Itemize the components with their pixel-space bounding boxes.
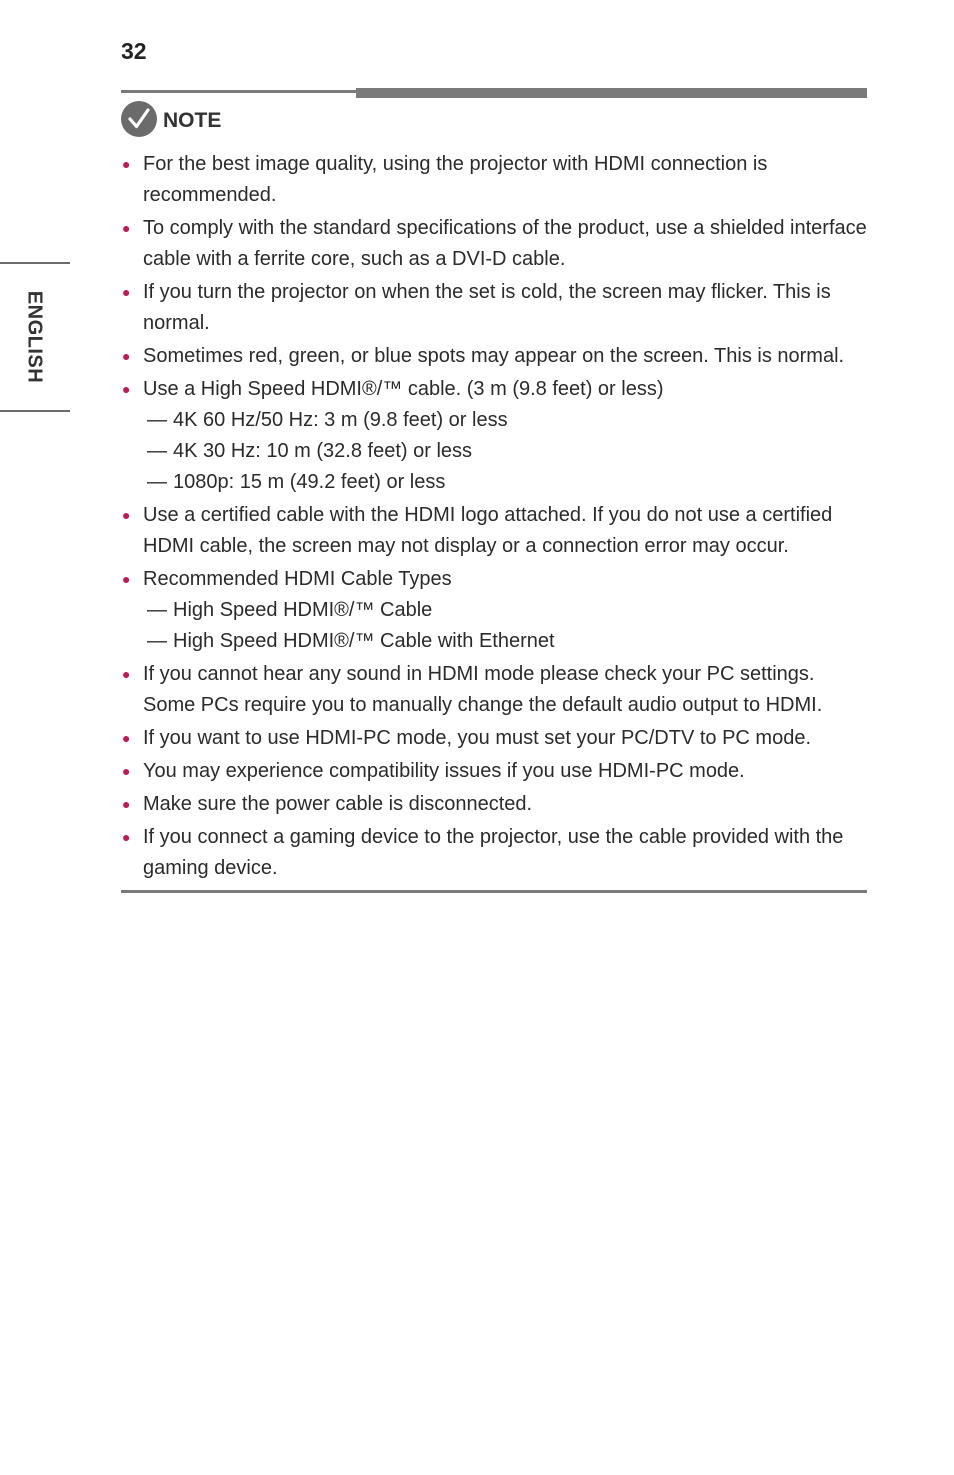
- page-number: 32: [121, 38, 147, 64]
- bullet-dot-icon: ●: [122, 730, 131, 746]
- note-item-text: Make sure the power cable is disconnected.: [143, 793, 533, 815]
- note-item: [121, 789, 867, 820]
- note-sub-item: [143, 436, 867, 467]
- checkmark-circle-icon: [121, 101, 157, 137]
- bullet-dot-icon: ●: [122, 763, 131, 779]
- language-label: ENGLISH: [23, 290, 46, 384]
- note-item-text: Recommended HDMI Cable Types: [143, 568, 452, 590]
- note-item: [121, 822, 867, 884]
- note-top-rule-thick: [356, 88, 867, 98]
- note-list: [121, 149, 867, 886]
- bullet-dot-icon: ●: [122, 156, 131, 172]
- note-sub-item: [143, 467, 867, 498]
- dash-icon: —: [147, 630, 167, 652]
- note-item: [121, 213, 867, 275]
- note-item-text: You may experience compatibility issues if you use HDMI-PC mode.: [143, 760, 745, 782]
- bullet-dot-icon: ●: [122, 666, 131, 682]
- bullet-dot-icon: ●: [122, 571, 131, 587]
- bullet-dot-icon: ●: [122, 220, 131, 236]
- note-item: [121, 500, 867, 562]
- note-item-text: If you connect a gaming device to the projector, use the cable provided with the gaming device.: [143, 826, 844, 879]
- bullet-dot-icon: ●: [122, 381, 131, 397]
- dash-icon: —: [147, 409, 167, 431]
- note-sub-item-text: High Speed HDMI®/™ Cable with Ethernet: [173, 630, 555, 652]
- note-sub-item-text: 1080p: 15 m (49.2 feet) or less: [173, 471, 446, 493]
- note-item-text: If you want to use HDMI-PC mode, you must set your PC/DTV to PC mode.: [143, 727, 812, 749]
- note-sub-item-text: 4K 60 Hz/50 Hz: 3 m (9.8 feet) or less: [173, 409, 508, 431]
- bullet-dot-icon: ●: [122, 507, 131, 523]
- note-item: [121, 659, 867, 721]
- note-top-rule-thin: [121, 90, 356, 93]
- note-item-text: If you turn the projector on when the set is cold, the screen may flicker. This is normal.: [143, 281, 831, 334]
- note-sub-list: [143, 595, 867, 657]
- note-item: [121, 723, 867, 754]
- dash-icon: —: [147, 440, 167, 462]
- bullet-dot-icon: ●: [122, 796, 131, 812]
- bullet-dot-icon: ●: [122, 829, 131, 845]
- note-item: [121, 374, 867, 498]
- note-sub-item-text: High Speed HDMI®/™ Cable: [173, 599, 433, 621]
- note-item: [121, 756, 867, 787]
- note-item: [121, 277, 867, 339]
- bullet-dot-icon: ●: [122, 284, 131, 300]
- note-item: [121, 149, 867, 211]
- note-item: [121, 341, 867, 372]
- note-item-text: If you cannot hear any sound in HDMI mode please check your PC settings. Some PCs require you to manually change the default audio output to HDMI.: [143, 663, 823, 716]
- note-sub-item: [143, 405, 867, 436]
- note-item-text: To comply with the standard specifications of the product, use a shielded interface cable with a ferrite core, such as a DVI-D cable.: [143, 217, 867, 270]
- note-header: [121, 100, 221, 138]
- note-title: NOTE: [163, 109, 222, 132]
- note-item-text: Use a High Speed HDMI®/™ cable. (3 m (9.8 feet) or less): [143, 378, 664, 400]
- note-bottom-rule: [121, 890, 867, 893]
- note-item: [121, 564, 867, 657]
- note-item-text: Use a certified cable with the HDMI logo attached. If you do not use a certified HDMI cable, the screen may not display or a connection error may occur.: [143, 504, 833, 557]
- dash-icon: —: [147, 471, 167, 493]
- note-sub-list: [143, 405, 867, 498]
- note-sub-item: [143, 626, 867, 657]
- bullet-dot-icon: ●: [122, 348, 131, 364]
- note-item-text: Sometimes red, green, or blue spots may appear on the screen. This is normal.: [143, 345, 845, 367]
- dash-icon: —: [147, 599, 167, 621]
- note-sub-item: [143, 595, 867, 626]
- note-sub-item-text: 4K 30 Hz: 10 m (32.8 feet) or less: [173, 440, 473, 462]
- note-item-text: For the best image quality, using the projector with HDMI connection is recommended.: [143, 153, 768, 206]
